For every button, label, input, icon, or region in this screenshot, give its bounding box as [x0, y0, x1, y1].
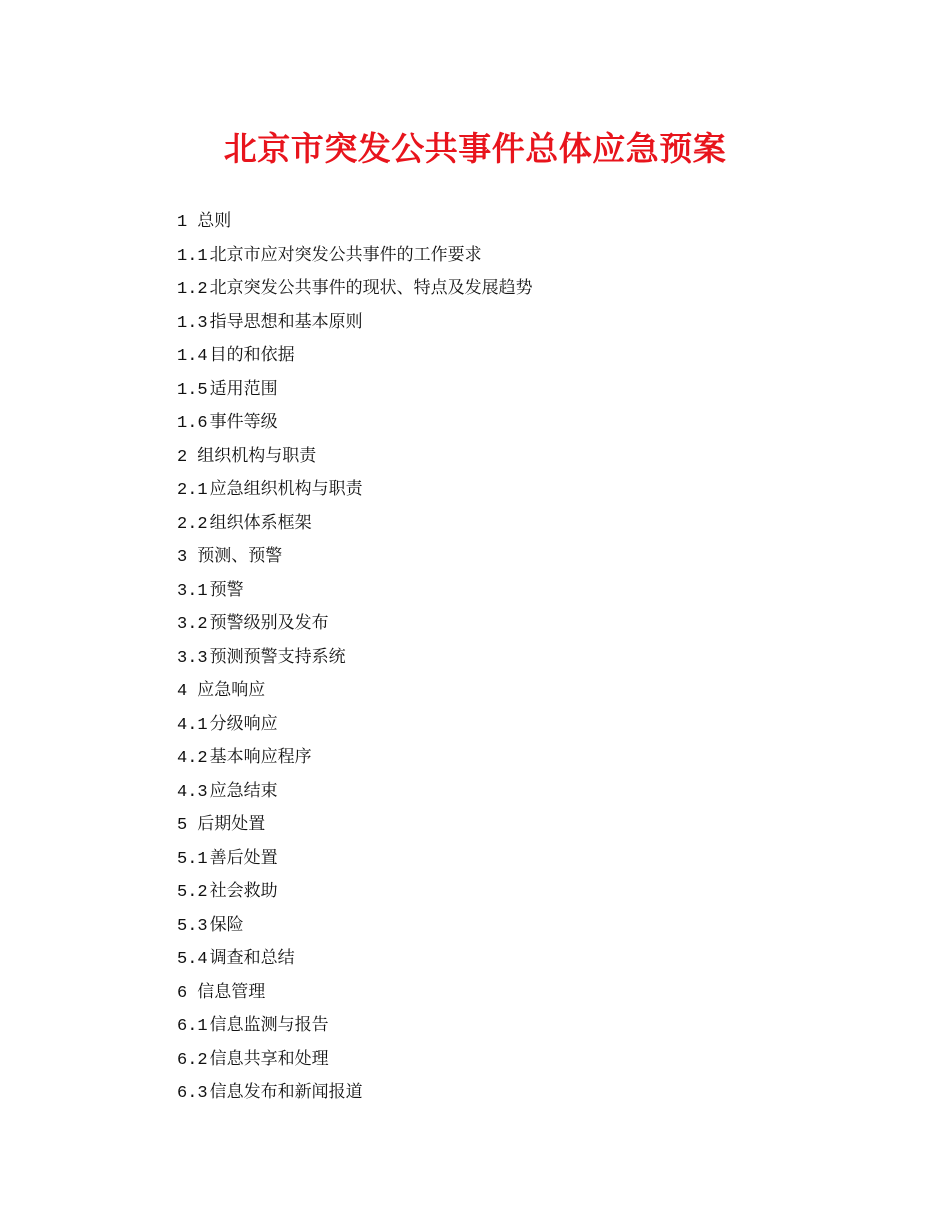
toc-item [177, 440, 533, 474]
toc-item-number: 3.1 [177, 581, 208, 601]
toc-item-number: 3.2 [177, 615, 208, 634]
toc-item-number: 5.3 [177, 916, 208, 936]
toc-item-text: 应急结束 [209, 780, 278, 801]
toc-item-text: 后期处置 [197, 814, 266, 834]
toc-item [177, 1009, 533, 1043]
toc-item [177, 808, 533, 842]
toc-item-number: 6.1 [177, 1017, 208, 1036]
toc-item-number: 1.1 [177, 246, 208, 266]
toc-item [177, 607, 533, 641]
toc-item-text: 信息发布和新闻报道 [209, 1082, 363, 1102]
toc-item [177, 1076, 533, 1110]
toc-item-number: 5.1 [177, 849, 208, 869]
toc-item-text: 应急组织机构与职责 [209, 479, 363, 499]
toc-item-text: 总则 [197, 211, 232, 231]
toc-item [177, 674, 533, 708]
toc-item-text: 指导思想和基本原则 [209, 311, 363, 332]
toc-item-text: 预警级别及发布 [209, 613, 329, 633]
toc-item [177, 976, 533, 1010]
toc-item-number: 1.4 [177, 347, 208, 366]
toc-item [177, 272, 533, 306]
toc-item-number: 5.2 [177, 883, 208, 902]
toc-item-text: 信息管理 [197, 981, 266, 1002]
toc-item-number: 6 [177, 983, 188, 1003]
toc-item-number: 2.1 [177, 481, 208, 500]
toc-item [177, 239, 533, 273]
toc-item-text: 保险 [209, 914, 244, 935]
toc-item-number: 4.3 [177, 782, 208, 802]
toc-item-number: 1 [177, 213, 188, 232]
toc-item [177, 473, 533, 507]
toc-item [177, 306, 533, 340]
toc-item-number: 2.2 [177, 514, 208, 534]
toc-item-text: 基本响应程序 [209, 747, 312, 767]
toc-item [177, 842, 533, 876]
table-of-contents [177, 205, 533, 1110]
toc-item [177, 205, 533, 239]
toc-item-text: 北京突发公共事件的现状、特点及发展趋势 [209, 278, 533, 298]
toc-item [177, 507, 533, 541]
toc-item-number: 2 [177, 447, 188, 467]
toc-item [177, 909, 533, 943]
toc-item-number: 1.3 [177, 313, 208, 333]
toc-item-text: 信息共享和处理 [209, 1048, 329, 1069]
toc-item-text: 目的和依据 [209, 345, 295, 365]
toc-item-text: 应急响应 [197, 680, 266, 700]
toc-item [177, 775, 533, 809]
toc-item-text: 预测预警支持系统 [209, 646, 346, 667]
toc-item-text: 预警 [209, 579, 244, 600]
toc-item [177, 942, 533, 976]
toc-item [177, 875, 533, 909]
toc-item-text: 北京市应对突发公共事件的工作要求 [209, 244, 482, 265]
toc-item-number: 5 [177, 816, 188, 835]
toc-item [177, 406, 533, 440]
toc-item-text: 适用范围 [209, 378, 278, 399]
toc-item [177, 540, 533, 574]
toc-item [177, 708, 533, 742]
toc-item-text: 组织体系框架 [209, 512, 312, 533]
toc-item [177, 1043, 533, 1077]
toc-item-text: 组织机构与职责 [197, 445, 317, 466]
toc-item-number: 6.2 [177, 1050, 208, 1070]
toc-item-number: 3.3 [177, 648, 208, 668]
toc-item-text: 善后处置 [209, 847, 278, 868]
toc-item-text: 调查和总结 [209, 948, 295, 968]
toc-item-number: 1.6 [177, 414, 208, 433]
toc-item-text: 事件等级 [209, 412, 278, 432]
toc-item-number: 1.5 [177, 380, 208, 400]
toc-item-number: 4.2 [177, 749, 208, 768]
toc-item [177, 373, 533, 407]
toc-item-number: 4.1 [177, 715, 208, 735]
toc-item [177, 741, 533, 775]
toc-item-text: 分级响应 [209, 713, 278, 734]
toc-item [177, 339, 533, 373]
toc-item-text: 预测、预警 [197, 546, 283, 566]
toc-item-number: 5.4 [177, 950, 208, 969]
toc-item-text: 社会救助 [209, 881, 278, 901]
toc-item-number: 6.3 [177, 1084, 208, 1103]
toc-item-number: 1.2 [177, 280, 208, 299]
toc-item [177, 574, 533, 608]
toc-item-number: 4 [177, 682, 188, 701]
toc-item-number: 3 [177, 548, 188, 567]
toc-item [177, 641, 533, 675]
document-title: 北京市突发公共事件总体应急预案 [223, 129, 727, 168]
toc-item-text: 信息监测与报告 [209, 1015, 329, 1035]
